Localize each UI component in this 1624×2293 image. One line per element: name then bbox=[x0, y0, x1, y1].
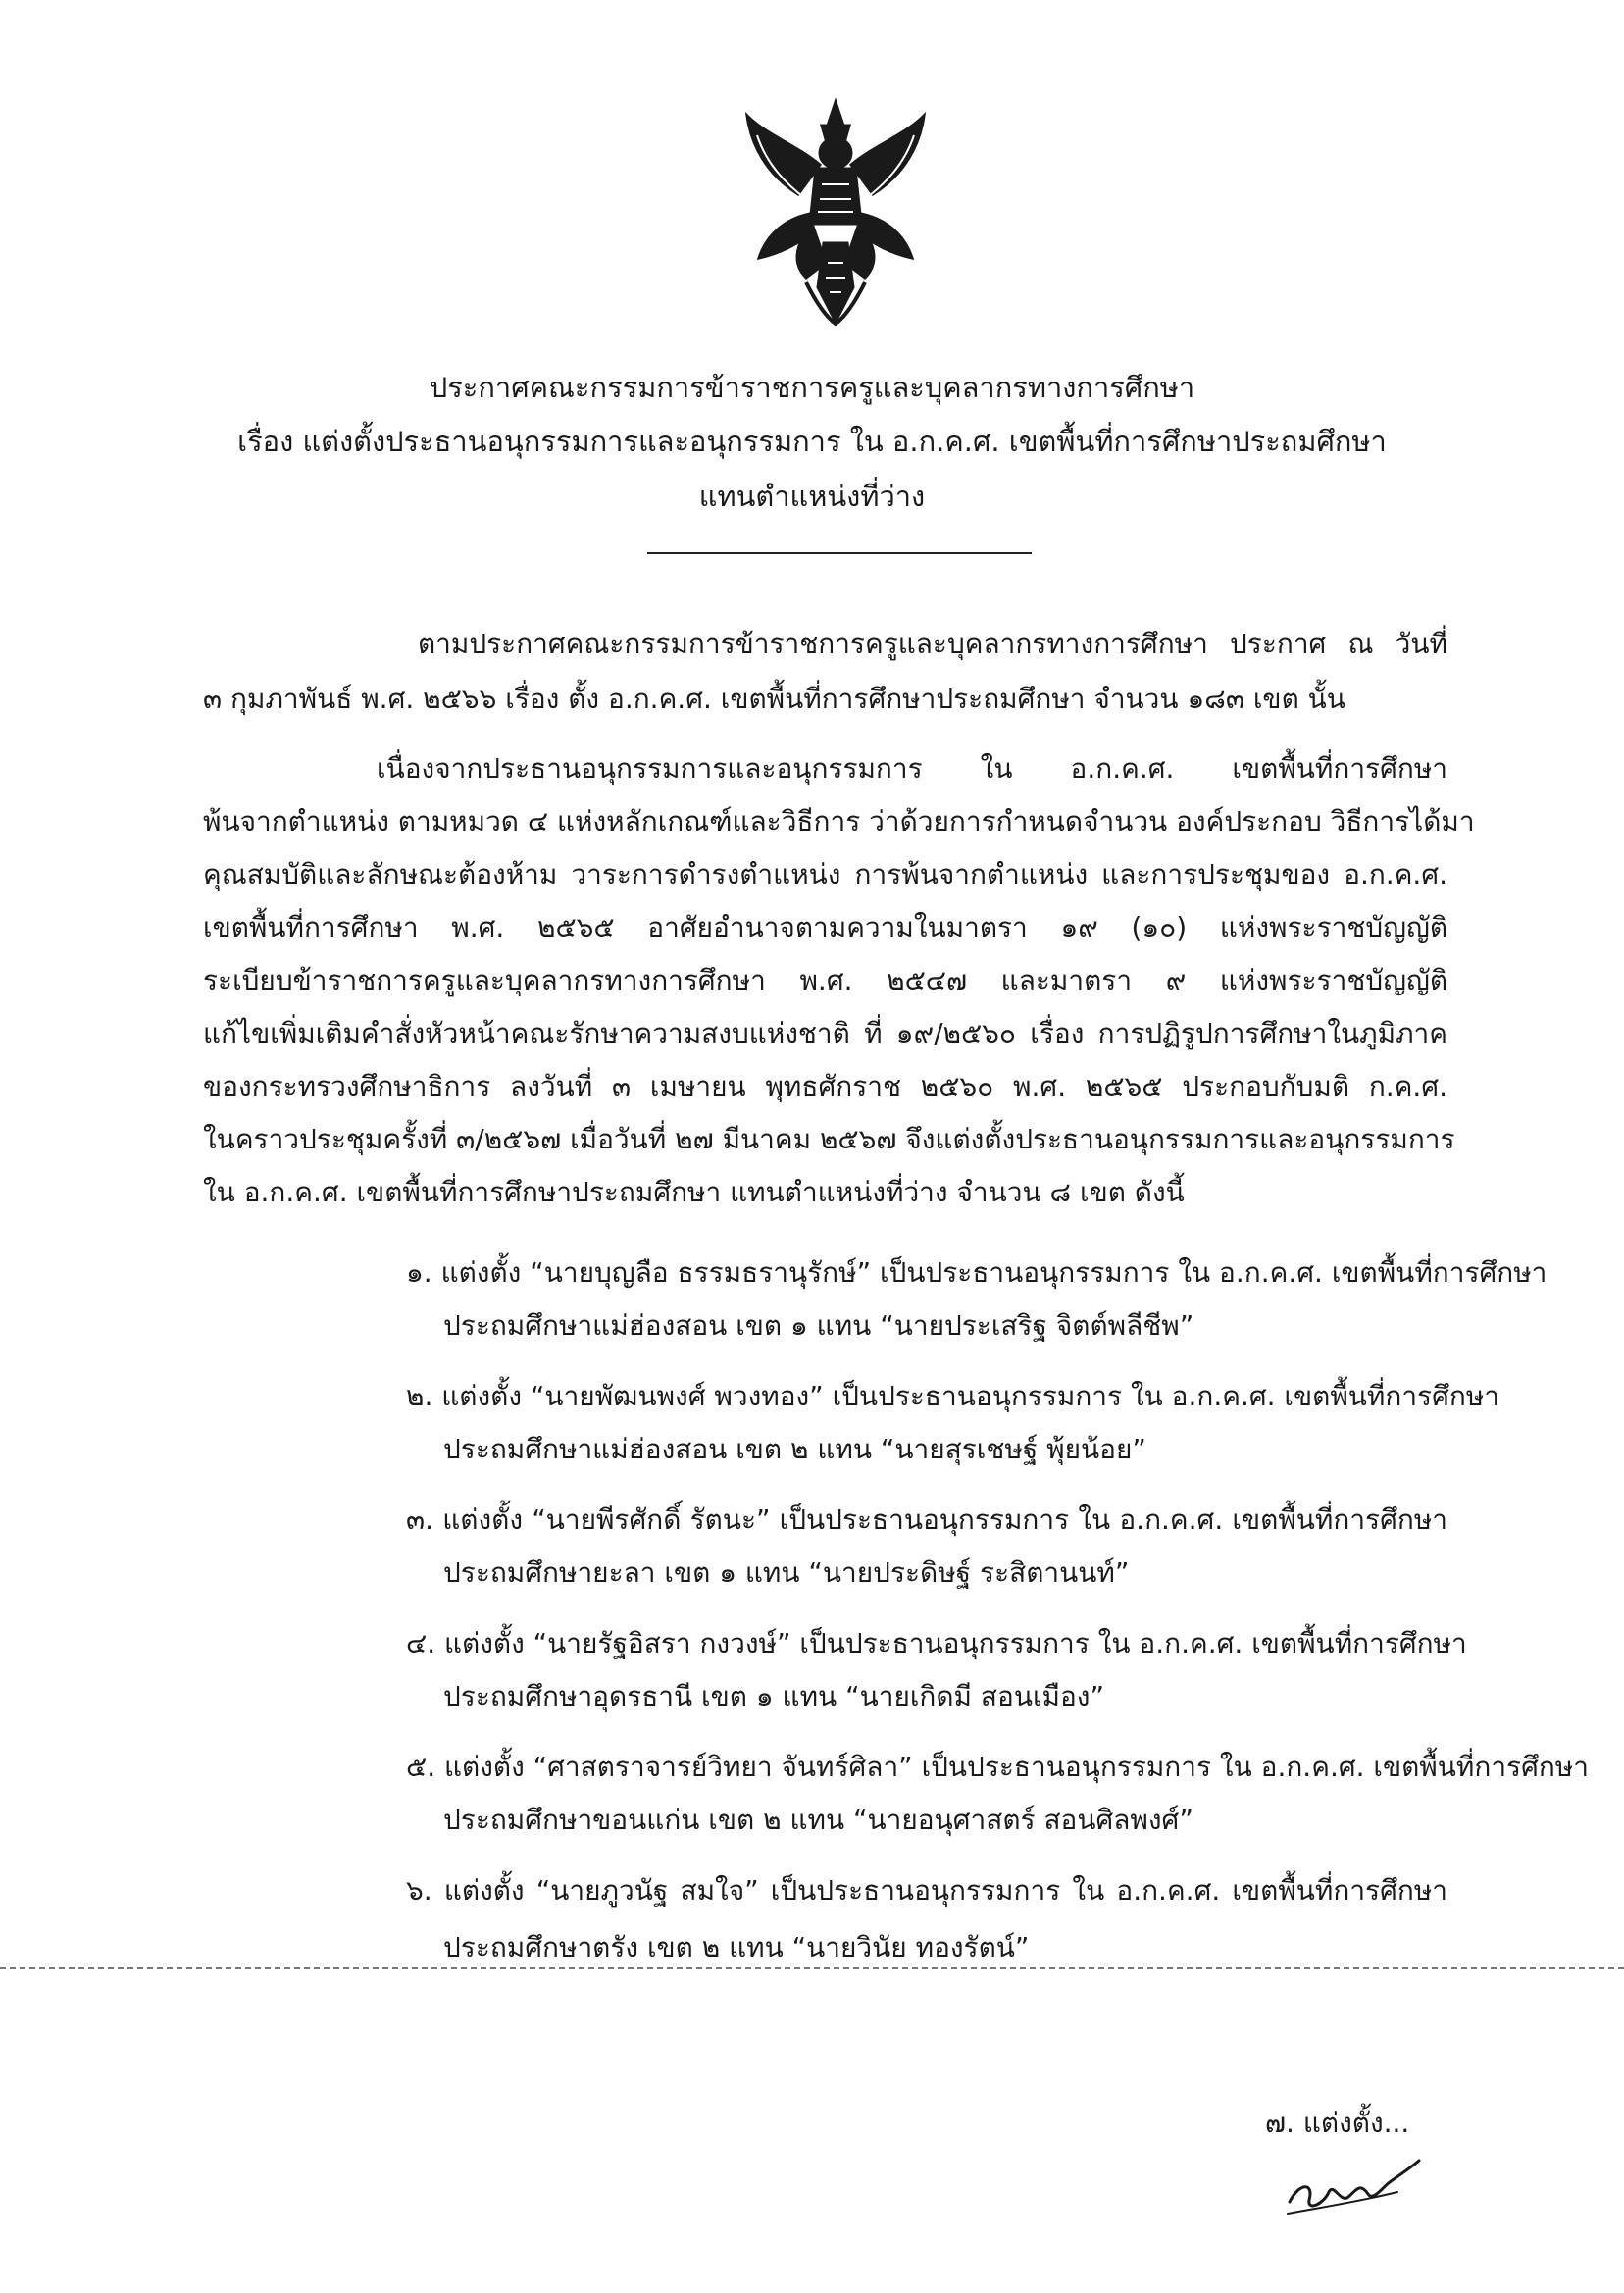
list-item-5: ๕. แต่งตั้ง “ศาสตราจารย์วิทยา จันทร์ศิลา” เป็นประธานอนุกรรมการ ใน อ.ก.ค.ศ. เขตพื้นที่การศึกษา bbox=[406, 1751, 1589, 1783]
paragraph-1-line-1: ตามประกาศคณะกรรมการข้าราชการครูและบุคลากรทางการศึกษา ประกาศ ณ วันที่ bbox=[418, 628, 1447, 660]
paragraph-2-line-5: ระเบียบข้าราชการครูและบุคลากรทางการศึกษา พ.ศ. ๒๕๔๗ และมาตรา ๙ แห่งพระราชบัญญัติ bbox=[203, 964, 1447, 996]
paragraph-2-line-4: เขตพื้นที่การศึกษา พ.ศ. ๒๕๖๕ อาศัยอำนาจตามความในมาตรา ๑๙ (๑๐) แห่งพระราชบัญญัติ bbox=[203, 911, 1447, 943]
announcement-title: ประกาศคณะกรรมการข้าราชการครูและบุคลากรทางการศึกษา bbox=[429, 371, 1195, 404]
paragraph-2-line-8: ในคราวประชุมครั้งที่ ๓/๒๕๖๗ เมื่อวันที่ ๒๗ มีนาคม ๒๕๖๗ จึงแต่งตั้งประธานอนุกรรมการและอนุกรรมการ bbox=[203, 1123, 1455, 1155]
next-page-continuation: ๗. แต่งตั้ง... bbox=[1265, 2107, 1410, 2139]
list-item-6: ๖. แต่งตั้ง “นายภูวนัฐ สมใจ” เป็นประธานอนุกรรมการ ใน อ.ก.ค.ศ. เขตพื้นที่การศึกษา bbox=[406, 1874, 1447, 1907]
handwritten-initials-signature bbox=[1280, 2143, 1427, 2221]
list-item-1-continued: ประถมศึกษาแม่ฮ่องสอน เขต ๑ แทน “นายประเสริฐ จิตต์พลีชีพ” bbox=[443, 1309, 1194, 1342]
list-item-2-continued: ประถมศึกษาแม่ฮ่องสอน เขต ๒ แทน “นายสุรเชษฐ์ พุ้ยน้อย” bbox=[443, 1433, 1146, 1465]
paragraph-1-line-2: ๓ กุมภาพันธ์ พ.ศ. ๒๕๖๖ เรื่อง ตั้ง อ.ก.ค.ศ. เขตพื้นที่การศึกษาประถมศึกษา จำนวน ๑๘๓ เขต นั้น bbox=[203, 683, 1345, 715]
paragraph-2-line-7: ของกระทรวงศึกษาธิการ ลงวันที่ ๓ เมษายน พุทธศักราช ๒๕๖๐ พ.ศ. ๒๕๖๕ ประกอบกับมติ ก.ค.ศ. bbox=[203, 1070, 1447, 1102]
announcement-subject-continued: แทนตำแหน่งที่ว่าง bbox=[698, 480, 926, 513]
list-item-5-continued: ประถมศึกษาขอนแก่น เขต ๒ แทน “นายอนุศาสตร์ สอนศิลพงศ์” bbox=[443, 1804, 1193, 1836]
list-item-3-continued: ประถมศึกษายะลา เขต ๑ แทน “นายประดิษฐ์ ระสิตานนท์” bbox=[443, 1556, 1130, 1589]
list-item-6-continued: ประถมศึกษาตรัง เขต ๒ แทน “นายวินัย ทองรัตน์” bbox=[443, 1931, 1030, 1963]
list-item-1: ๑. แต่งตั้ง “นายบุญลือ ธรรมธรานุรักษ์” เป็นประธานอนุกรรมการ ใน อ.ก.ค.ศ. เขตพื้นที่การศึกษา bbox=[406, 1256, 1548, 1289]
paragraph-2-line-3: คุณสมบัติและลักษณะต้องห้าม วาระการดำรงตำแหน่ง การพ้นจากตำแหน่ง และการประชุมของ อ.ก.ค.ศ. bbox=[203, 858, 1447, 891]
page-break-dashed-line bbox=[0, 1967, 1624, 1969]
announcement-subject: เรื่อง แต่งตั้งประธานอนุกรรมการและอนุกรรมการ ใน อ.ก.ค.ศ. เขตพื้นที่การศึกษาประถมศึกษา bbox=[237, 425, 1387, 458]
paragraph-2-line-6: แก้ไขเพิ่มเติมคำสั่งหัวหน้าคณะรักษาความสงบแห่งชาติ ที่ ๑๙/๒๕๖๐ เรื่อง การปฏิรูปการศึกษาในภูมิภาค bbox=[203, 1017, 1447, 1049]
paragraph-2-line-9: ใน อ.ก.ค.ศ. เขตพื้นที่การศึกษาประถมศึกษา แทนตำแหน่งที่ว่าง จำนวน ๘ เขต ดังนี้ bbox=[203, 1176, 1185, 1208]
list-item-4: ๔. แต่งตั้ง “นายรัฐอิสรา กงวงษ์” เป็นประธานอนุกรรมการ ใน อ.ก.ค.ศ. เขตพื้นที่การศึกษา bbox=[406, 1627, 1467, 1659]
list-item-2: ๒. แต่งตั้ง “นายพัฒนพงศ์ พวงทอง” เป็นประธานอนุกรรมการ ใน อ.ก.ค.ศ. เขตพื้นที่การศึกษา bbox=[406, 1380, 1499, 1412]
list-item-4-continued: ประถมศึกษาอุดรธานี เขต ๑ แทน “นายเกิดมี สอนเมือง” bbox=[443, 1680, 1104, 1712]
paragraph-2-line-2: พ้นจากตำแหน่ง ตามหมวด ๔ แห่งหลักเกณฑ์และวิธีการ ว่าด้วยการกำหนดจำนวน องค์ประกอบ วิธีการได้มา bbox=[203, 805, 1475, 838]
list-item-3: ๓. แต่งตั้ง “นายพีรศักดิ์ รัตนะ” เป็นประธานอนุกรรมการ ใน อ.ก.ค.ศ. เขตพื้นที่การศึกษา bbox=[406, 1503, 1447, 1536]
paragraph-2-line-1: เนื่องจากประธานอนุกรรมการและอนุกรรมการ ใน อ.ก.ค.ศ. เขตพื้นที่การศึกษา bbox=[377, 752, 1447, 785]
garuda-emblem-icon bbox=[737, 96, 934, 331]
title-divider bbox=[647, 552, 1032, 554]
